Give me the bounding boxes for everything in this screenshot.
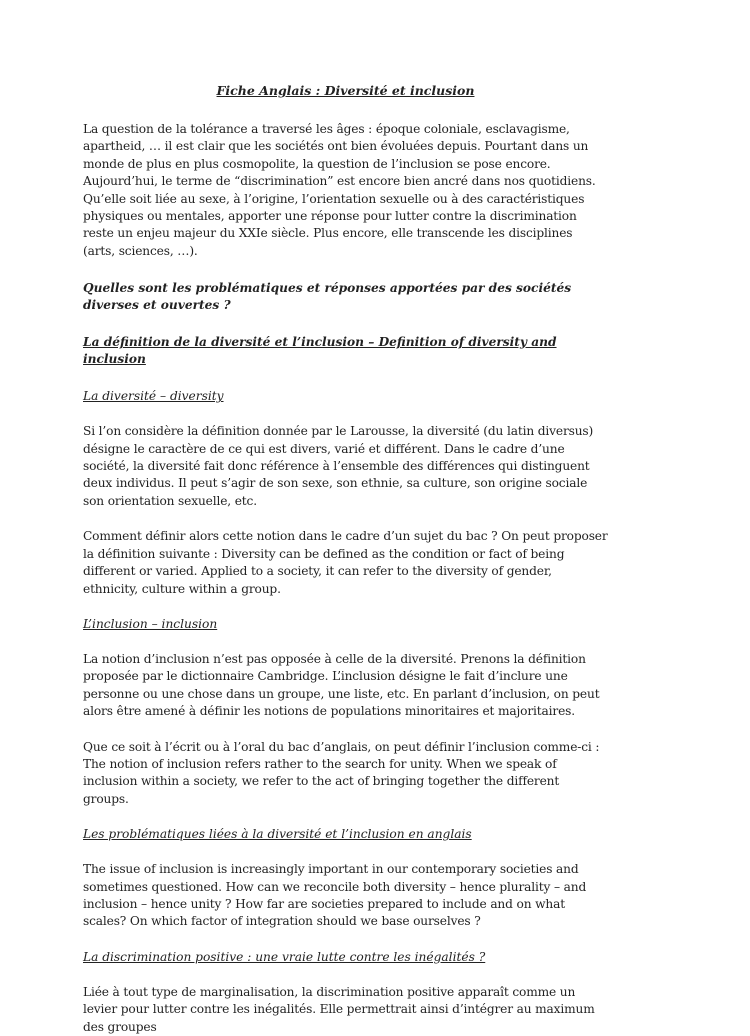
diversity-paragraph-1: Si l’on considère la définition donnée par le Larousse, la diversité (du latin diversus) désigne le caractère de ce qui est divers, varié et différent. Dans le cadre d’une société, la diversité fait donc référence à l’ensemble des différences qui distinguent deux individus. Il peut s’agir de son sexe, son ethnie, sa culture, son origine sociale son orientation sexuelle, etc. [83, 424, 594, 508]
problems-paragraph: The issue of inclusion is increasingly important in our contemporary societies and sometimes questioned. How can we reconcile both diversity – hence plurality – and inclusion – hence unity ? How far are societies prepared to include and on what scales? On which factor of integration should we base ourselves ? [83, 862, 587, 929]
positive-discrimination-paragraph: Liée à tout type de marginalisation, la discrimination positive apparaît comme un levier pour lutter contre les inégalités. Elle permettrait ainsi d’intégrer au maximum des groupes [83, 984, 595, 1034]
subheading-diversity: La diversité – diversity [83, 389, 224, 404]
main-question: Quelles sont les problématiques et réponses apportées par des sociétés diverses et ouvertes ? [83, 281, 572, 313]
inclusion-paragraph-2: Que ce soit à l’écrit ou à l’oral du bac d’anglais, on peut définir l’inclusion comme-ci : The notion of inclusion refers rather to the search for unity. When we speak of inclusion within a society, we refer to the act of bringing together the different groups. [83, 739, 600, 806]
subheading-inclusion: L’inclusion – inclusion [83, 616, 218, 631]
section-heading-definitions: La définition de la diversité et l’inclusion – Definition of diversity and inclusion [83, 335, 557, 367]
intro-paragraph: La question de la tolérance a traversé les âges : époque coloniale, esclavagisme, apartheid, … il est clair que les sociétés ont bien évoluées depuis. Pourtant dans un monde de plus en plus cosmopolite, la question de l’inclusion se pose encore. Aujourd’hui, le terme de “discrimination” est encore bien ancré dans nos quotidiens. Qu’elle soit liée au sexe, à l’origine, l’orientation sexuelle ou à des caractéristiques physiques ou mentales, apporter une réponse pour lutter contre la discrimination reste un enjeu majeur du XXIe siècle. Plus encore, elle transcende les disciplines (arts, sciences, …). [83, 122, 596, 258]
document-page [83, 82, 608, 1036]
inclusion-paragraph-1: La notion d’inclusion n’est pas opposée à celle de la diversité. Prenons la définition proposée par le dictionnaire Cambridge. L’inclusion désigne le fait d’inclure une personne ou une chose dans un groupe, une liste, etc. En parlant d’inclusion, on peut alors être amené à définir les notions de populations minoritaires et majoritaires. [83, 651, 600, 719]
diversity-paragraph-2: Comment définir alors cette notion dans le cadre d’un sujet du bac ? On peut proposer la définition suivante : Diversity can be defined as the condition or fact of being different or varied. Applied to a society, it can refer to the diversity of gender, ethnicity, culture within a group. [83, 529, 608, 596]
subheading-problems: Les problématiques liées à la diversité et l’inclusion en anglais [83, 827, 472, 842]
document-title: Fiche Anglais : Diversité et inclusion [216, 83, 475, 98]
subheading-positive-discrimination: La discrimination positive : une vraie lutte contre les inégalités ? [83, 949, 486, 964]
